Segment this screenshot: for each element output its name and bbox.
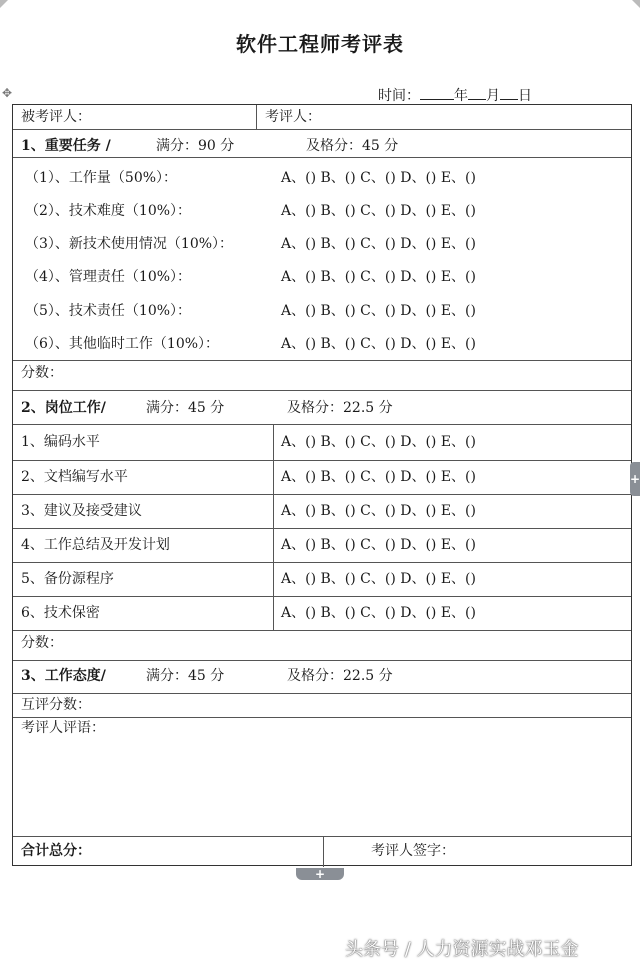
section2-item-label: 3、建议及接受建议 (21, 503, 142, 519)
page-corner-marker (0, 0, 8, 8)
add-row-icon[interactable]: + (296, 868, 344, 880)
section2-item-options[interactable]: A、() B、() C、() D、() E、() (281, 469, 476, 485)
signature-label: 考评人签字： (371, 843, 455, 859)
section1-item-options[interactable]: A、() B、() C、() D、() E、() (281, 269, 476, 285)
section2-full-score: 满分：45 分 (146, 400, 225, 416)
section2-item-options[interactable]: A、() B、() C、() D、() E、() (281, 537, 476, 553)
month-blank[interactable] (468, 87, 486, 100)
section2-item-label: 4、工作总结及开发计划 (21, 537, 170, 553)
section1-item-label: （6）、其他临时工作（10%）： (25, 336, 220, 352)
section1-item-label: （2）、技术难度（10%）： (25, 203, 192, 219)
section2-score-label: 分数： (21, 635, 63, 651)
section2-item-label: 5、备份源程序 (21, 571, 114, 587)
section1-item-options[interactable]: A、() B、() C、() D、() E、() (281, 303, 476, 319)
evaluator-label: 考评人： (265, 109, 321, 125)
section2-pass-score: 及格分：22.5 分 (287, 400, 393, 416)
evaluator-comments-label: 考评人评语： (21, 720, 105, 736)
section1-item-options[interactable]: A、() B、() C、() D、() E、() (281, 203, 476, 219)
section2-item-options[interactable]: A、() B、() C、() D、() E、() (281, 503, 476, 519)
section1-item-options[interactable]: A、() B、() C、() D、() E、() (281, 336, 476, 352)
total-score-label: 合计总分： (21, 843, 91, 859)
table-move-icon[interactable]: ✥ (1, 86, 13, 100)
section2-item-options[interactable]: A、() B、() C、() D、() E、() (281, 571, 476, 587)
section3-pass-score: 及格分：22.5 分 (287, 668, 393, 684)
day-blank[interactable] (500, 87, 518, 100)
section1-pass-score: 及格分：45 分 (306, 138, 399, 154)
year-label: 年 (454, 88, 468, 104)
section1-full-score: 满分：90 分 (156, 138, 235, 154)
peer-score-label: 互评分数： (21, 697, 91, 713)
section1-item-label: （1）、工作量（50%）： (25, 170, 178, 186)
day-label: 日 (518, 88, 532, 104)
section1-item-label: （4）、管理责任（10%）： (25, 269, 192, 285)
watermark-text: 头条号 / 人力资源实战邓玉金 (345, 939, 579, 960)
date-label: 时间： (378, 88, 420, 104)
section1-item-options[interactable]: A、() B、() C、() D、() E、() (281, 170, 476, 186)
section1-score-label: 分数： (21, 365, 63, 381)
section2-item-options[interactable]: A、() B、() C、() D、() E、() (281, 605, 476, 621)
section1-item-label: （5）、技术责任（10%）： (25, 303, 192, 319)
month-label: 月 (486, 88, 500, 104)
section1-item-label: （3）、新技术使用情况（10%）： (25, 236, 234, 252)
add-column-icon[interactable]: + (630, 462, 640, 496)
evaluatee-label: 被考评人： (21, 109, 91, 125)
section1-item-options[interactable]: A、() B、() C、() D、() E、() (281, 236, 476, 252)
section3-full-score: 满分：45 分 (146, 668, 225, 684)
section2-item-label: 6、技术保密 (21, 605, 100, 621)
evaluation-form-table (12, 104, 632, 866)
page-corner-marker (632, 0, 640, 8)
year-blank[interactable] (420, 87, 454, 100)
section2-heading: 2、岗位工作/ (21, 400, 106, 416)
section2-item-label: 2、文档编写水平 (21, 469, 128, 485)
page-title: 软件工程师考评表 (236, 32, 404, 56)
date-line (378, 85, 532, 105)
section2-item-label: 1、编码水平 (21, 434, 100, 450)
section2-item-options[interactable]: A、() B、() C、() D、() E、() (281, 434, 476, 450)
section3-heading: 3、工作态度/ (21, 668, 106, 684)
section1-heading: 1、重要任务 / (21, 138, 111, 154)
